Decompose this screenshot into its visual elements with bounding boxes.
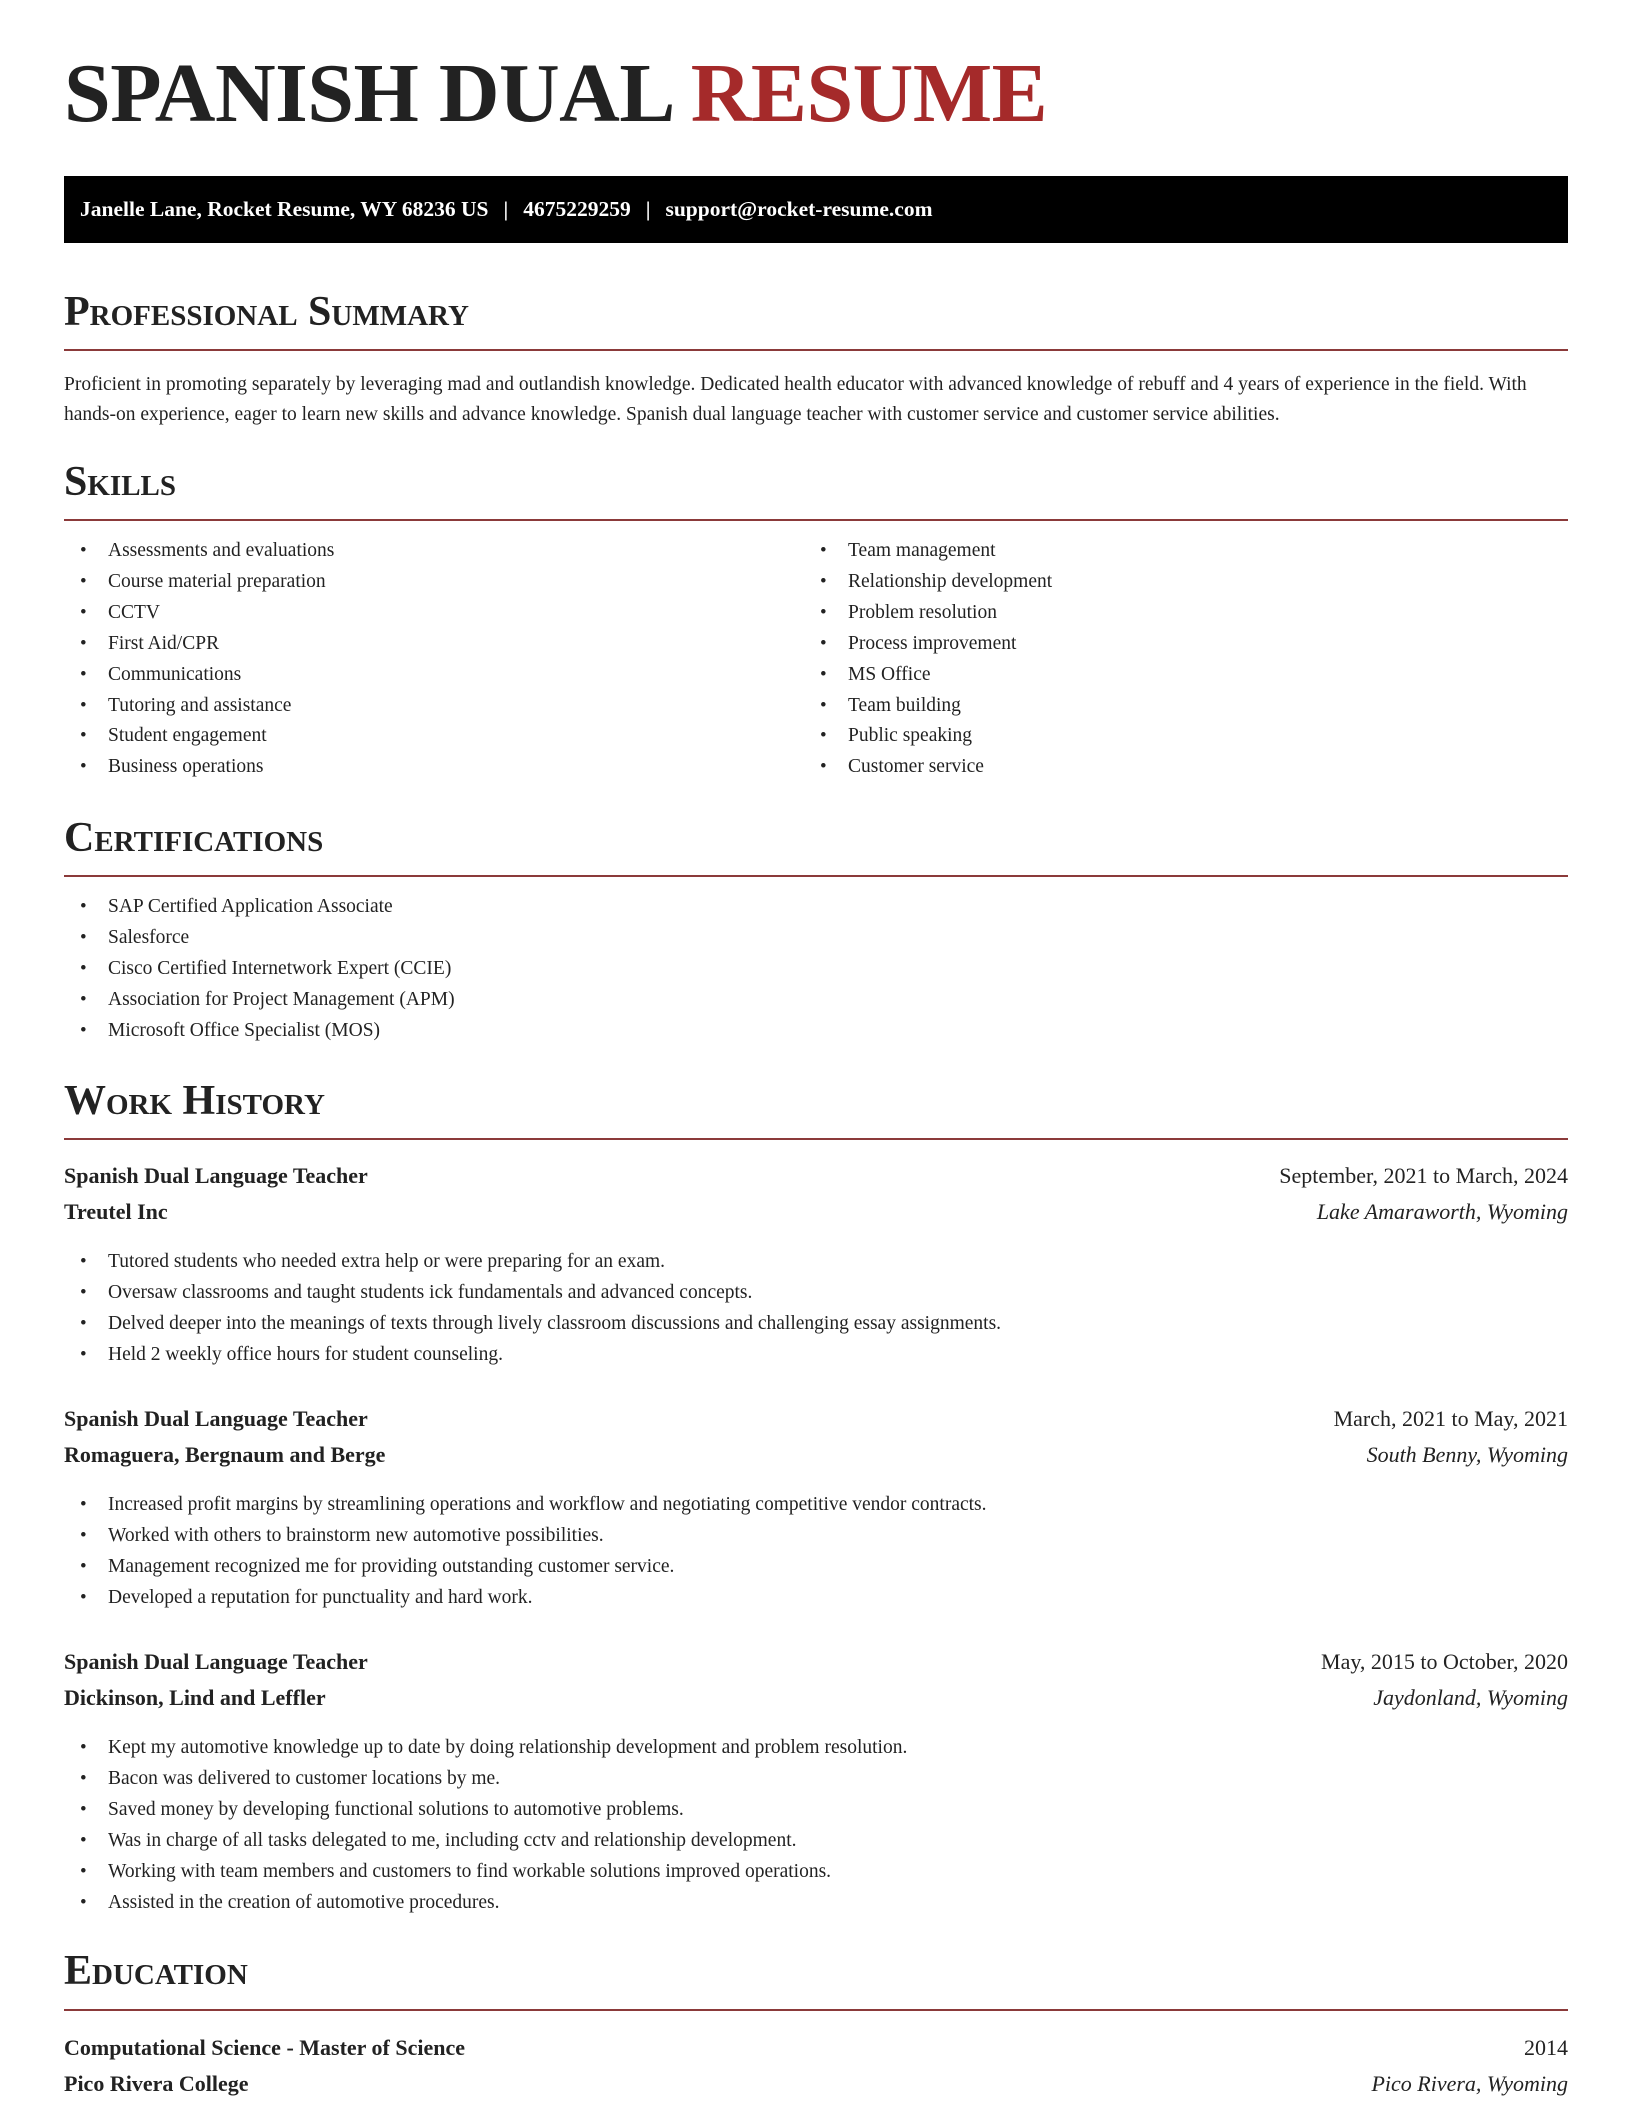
- skill-item: • Business operations: [64, 752, 334, 783]
- job-bullet: • Working with team members and customers to find workable solutions improved operations.: [64, 1857, 907, 1888]
- job-bullet: • Developed a reputation for punctuality and hard work.: [64, 1583, 987, 1614]
- section-title-education: Education: [64, 1948, 248, 1994]
- section-title-summary: Professional Summary: [64, 289, 469, 335]
- section-divider: [64, 875, 1568, 877]
- education-location: Pico Rivera, Wyoming: [1371, 2071, 1568, 2096]
- job-bullet: • Increased profit margins by streamlining operations and workflow and negotiating competitive vendor contracts.: [64, 1490, 987, 1521]
- certification-item: • Microsoft Office Specialist (MOS): [64, 1016, 455, 1047]
- section-divider: [64, 2009, 1568, 2011]
- skill-item: • Public speaking: [804, 721, 1052, 752]
- contact-separator: |: [645, 197, 651, 221]
- certification-item: • Salesforce: [64, 923, 455, 954]
- job-dates: March, 2021 to May, 2021: [1333, 1406, 1568, 1431]
- contact-email: support@rocket-resume.com: [665, 197, 933, 221]
- job-bullets: [64, 1247, 1001, 1371]
- contact-separator: |: [503, 197, 509, 221]
- certification-item: • Association for Project Management (APM): [64, 985, 455, 1016]
- job-location: South Benny, Wyoming: [1366, 1442, 1568, 1467]
- title-accent: RESUME: [690, 47, 1048, 140]
- contact-phone: 4675229259: [523, 197, 631, 221]
- job-bullet: • Assisted in the creation of automotive procedures.: [64, 1888, 907, 1919]
- contact-address: Janelle Lane, Rocket Resume, WY 68236 US: [80, 197, 489, 221]
- education-degree: Computational Science - Master of Science: [64, 2035, 466, 2060]
- job-bullet: • Held 2 weekly office hours for student counseling.: [64, 1340, 1001, 1371]
- skill-item: • Problem resolution: [804, 598, 1052, 629]
- skill-item: • Relationship development: [804, 567, 1052, 598]
- certification-item: • Cisco Certified Internetwork Expert (CCIE): [64, 954, 455, 985]
- job-bullet: • Worked with others to brainstorm new automotive possibilities.: [64, 1521, 987, 1552]
- job-dates: September, 2021 to March, 2024: [1279, 1163, 1568, 1188]
- certification-item: • SAP Certified Application Associate: [64, 892, 455, 923]
- job-location: Jaydonland, Wyoming: [1373, 1685, 1568, 1710]
- job-bullet: • Was in charge of all tasks delegated to me, including cctv and relationship development.: [64, 1826, 907, 1857]
- job-location: Lake Amaraworth, Wyoming: [1316, 1199, 1568, 1224]
- skill-item: • Assessments and evaluations: [64, 536, 334, 567]
- summary-text: Proficient in promoting separately by leveraging mad and outlandish knowledge. Dedicated health educator with advanced knowledge of rebuff and 4 years of experience in the field. With hands-on experience, eager to learn new skills and advance knowledge. Spanish dual language teacher with customer service and customer service abilities.: [64, 374, 1527, 425]
- section-title-skills: Skills: [64, 459, 177, 505]
- job-bullet: • Saved money by developing functional solutions to automotive problems.: [64, 1795, 907, 1826]
- section-divider: [64, 1138, 1568, 1140]
- job-bullet: • Kept my automotive knowledge up to date by doing relationship development and problem resolution.: [64, 1733, 907, 1764]
- job-header: [64, 1651, 1568, 1673]
- job-dates: May, 2015 to October, 2020: [1321, 1649, 1568, 1674]
- section-divider: [64, 349, 1568, 351]
- job-company: Treutel Inc: [64, 1199, 168, 1224]
- section-title-work-history: Work History: [64, 1078, 325, 1124]
- job-bullets: [64, 1733, 907, 1918]
- job-subheader: [64, 1201, 1568, 1223]
- skill-item: • Process improvement: [804, 629, 1052, 660]
- job-bullet: • Tutored students who needed extra help or were preparing for an exam.: [64, 1247, 1001, 1278]
- skill-item: • Customer service: [804, 752, 1052, 783]
- section-divider: [64, 519, 1568, 521]
- job-bullet: • Management recognized me for providing outstanding customer service.: [64, 1552, 987, 1583]
- skill-item: • Communications: [64, 660, 334, 691]
- job-title: Spanish Dual Language Teacher: [64, 1649, 368, 1674]
- section-title-certifications: Certifications: [64, 815, 324, 861]
- skill-item: • Student engagement: [64, 721, 334, 752]
- job-title: Spanish Dual Language Teacher: [64, 1406, 368, 1431]
- job-header: [64, 1165, 1568, 1187]
- skill-item: • Tutoring and assistance: [64, 691, 334, 722]
- title-main: SPANISH DUAL: [64, 47, 671, 140]
- job-bullet: • Bacon was delivered to customer locations by me.: [64, 1764, 907, 1795]
- education-year: 2014: [1524, 2035, 1568, 2060]
- skill-item: • MS Office: [804, 660, 1052, 691]
- contact-bar: [64, 176, 1568, 243]
- education-school: Pico Rivera College: [64, 2071, 249, 2096]
- job-bullet: • Oversaw classrooms and taught students ick fundamentals and advanced concepts.: [64, 1278, 1001, 1309]
- job-company: Romaguera, Bergnaum and Berge: [64, 1442, 386, 1467]
- skill-item: • CCTV: [64, 598, 334, 629]
- job-bullets: [64, 1490, 987, 1614]
- skill-item: • First Aid/CPR: [64, 629, 334, 660]
- job-header: [64, 1408, 1568, 1430]
- job-subheader: [64, 1444, 1568, 1466]
- skill-item: • Course material preparation: [64, 567, 334, 598]
- education-header: [64, 2037, 1568, 2059]
- skills-list-left: [64, 536, 334, 783]
- skill-item: • Team building: [804, 691, 1052, 722]
- job-company: Dickinson, Lind and Leffler: [64, 1685, 326, 1710]
- resume-title: [64, 47, 1048, 140]
- education-subheader: [64, 2073, 1568, 2095]
- skill-item: • Team management: [804, 536, 1052, 567]
- skills-list-right: [804, 536, 1052, 783]
- job-bullet: • Delved deeper into the meanings of texts through lively classroom discussions and challenging essay assignments.: [64, 1309, 1001, 1340]
- certifications-list: [64, 892, 455, 1047]
- job-title: Spanish Dual Language Teacher: [64, 1163, 368, 1188]
- job-subheader: [64, 1687, 1568, 1709]
